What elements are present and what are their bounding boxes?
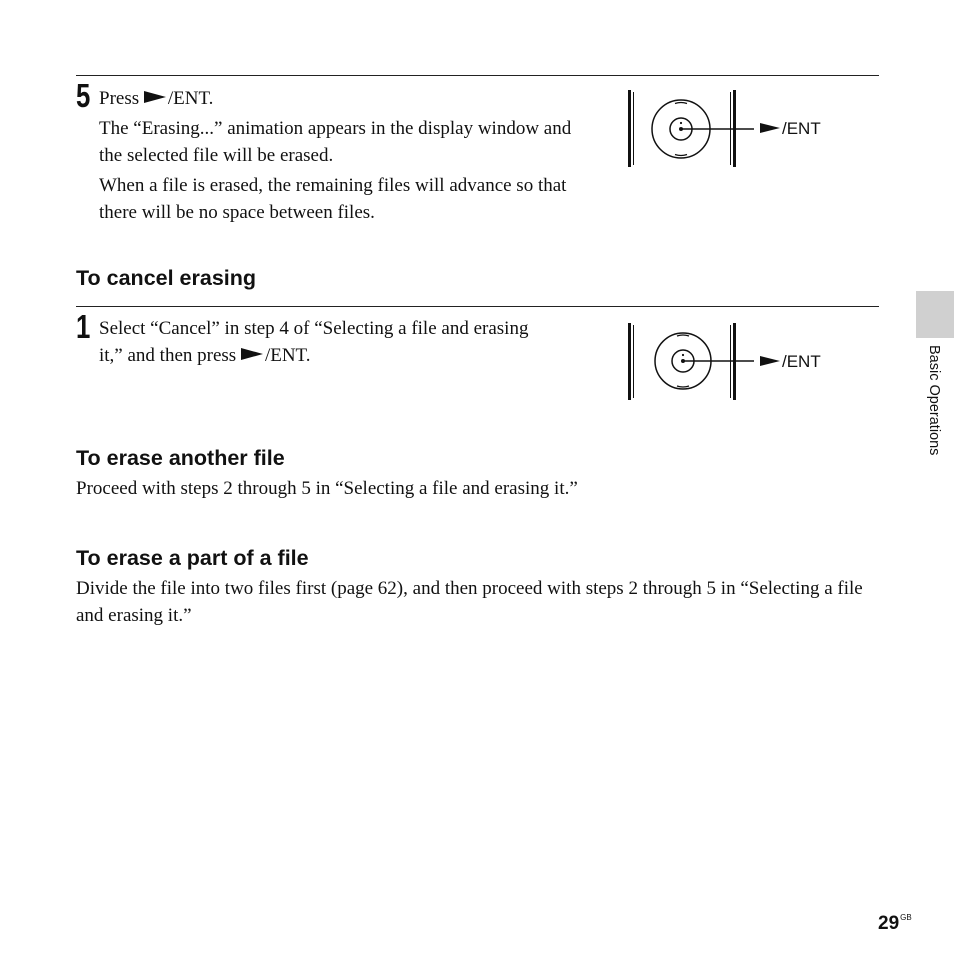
section-divider: [76, 306, 879, 307]
control-dial-figure: [622, 323, 882, 403]
ent-label: [760, 352, 821, 372]
play-triangle-icon: [144, 91, 166, 103]
region-code: GB: [900, 913, 912, 922]
section-side-label-text: Basic Operations: [926, 345, 942, 456]
step-5-text: [99, 85, 589, 226]
ent-button-label: /ENT.: [264, 345, 311, 366]
heading-cancel-erasing: To cancel erasing: [76, 266, 257, 290]
heading-erase-another-file: To erase another file: [76, 446, 285, 470]
ent-label-text: /ENT: [782, 119, 821, 138]
ent-label: [760, 119, 821, 139]
erase-another-text: Proceed with steps 2 through 5 in “Selecting a file and erasing it.”: [76, 478, 578, 499]
control-dial-figure: [620, 90, 880, 170]
ent-button-label: /ENT.: [167, 88, 214, 109]
step-5-para2: When a file is erased, the remaining files will advance so that there will be no space between files.: [99, 175, 567, 223]
play-triangle-icon: [760, 356, 780, 366]
heading-erase-part-of-file: To erase a part of a file: [76, 546, 309, 570]
cancel-step-text: [99, 315, 539, 369]
section-tab-marker: [916, 291, 954, 338]
press-word: Press: [99, 88, 140, 109]
page-number-value: 29: [878, 913, 900, 934]
play-triangle-icon: [241, 348, 263, 360]
play-triangle-icon: [760, 123, 780, 133]
step-5-instruction: [99, 85, 589, 112]
control-dial-icon: [622, 323, 882, 403]
ent-label-text: /ENT: [782, 352, 821, 371]
page-number: [878, 907, 912, 935]
section-divider: [76, 75, 879, 76]
erase-part-text: Divide the file into two files first (page 62), and then proceed with steps 2 through 5 in “Selecting a file and erasing it.”: [76, 578, 863, 626]
control-dial-icon: [620, 90, 880, 170]
step-number: 1: [76, 308, 91, 345]
step-5-para1: The “Erasing...” animation appears in the display window and the selected file will be erased.: [99, 118, 572, 166]
step-number: 5: [76, 77, 91, 114]
cancel-instruction: Select “Cancel” in step 4 of “Selecting a file and erasing it,” and then press: [99, 318, 529, 366]
section-side-label: [924, 345, 944, 490]
